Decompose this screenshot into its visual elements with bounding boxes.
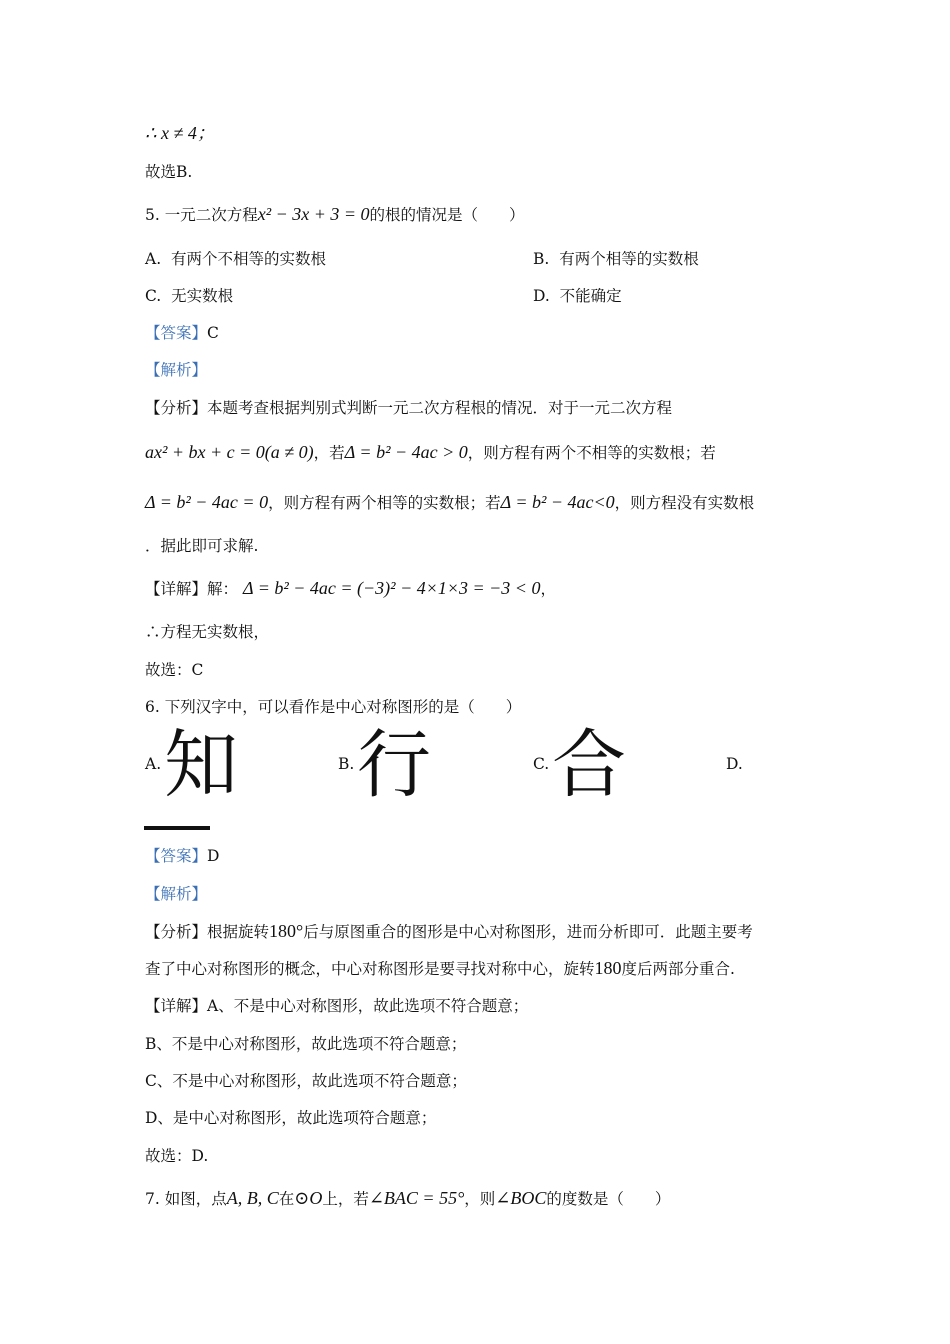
- q5-option-b: B. 有两个相等的实数根: [533, 250, 699, 268]
- q5-analysis-4: ．据此即可求解.: [145, 537, 259, 555]
- q5-option-c: C. 无实数根: [145, 287, 234, 305]
- q5-analysis-tag: 【解析】: [145, 361, 208, 379]
- q6-char-yi: [144, 826, 210, 830]
- q6-detail-c: C、不是中心对称图形，故此选项不符合题意；: [145, 1072, 467, 1090]
- q6-detail-d: D、是中心对称图形，故此选项符合题意；: [145, 1109, 437, 1127]
- q6-detail-b: B、不是中心对称图形，故此选项不符合题意；: [145, 1035, 467, 1053]
- q6-option-a-label: A.: [145, 755, 162, 773]
- q6-option-c-label: C.: [533, 755, 550, 773]
- therefore-math: ∴ x ≠ 4；: [145, 123, 215, 143]
- q5-equation: x² − 3x + 3 = 0: [257, 204, 370, 224]
- q6-detail-a: 【详解】A、不是中心对称图形，故此选项不符合题意；: [145, 997, 529, 1015]
- q6-analysis-2: 查了中心对称图形的概念，中心对称图形是要寻找对称中心，旋转180度后两部分重合.: [145, 958, 735, 978]
- choose-b-line: 故选B.: [145, 163, 193, 181]
- q5-option-a: A. 有两个不相等的实数根: [145, 250, 326, 268]
- q6-analysis-tag: 【解析】: [145, 885, 208, 903]
- q6-option-d-label: D.: [726, 755, 743, 773]
- q6-answer: 【答案】D: [145, 847, 220, 865]
- q6-choose: 故选：D.: [145, 1147, 209, 1165]
- q6-char-he: 合: [552, 722, 626, 808]
- q5-choose: 故选：C: [145, 661, 204, 679]
- q7-stem: 7. 如图，点A, B, C在⊙O上，若∠BAC = 55°，则∠BOC的度数是（ ）: [145, 1188, 671, 1208]
- q5-analysis-3: Δ = b² − 4ac = 0，则方程有两个相等的实数根；若Δ = b² − 4ac<0，则方程没有实数根: [145, 492, 755, 512]
- q5-analysis-2: ax² + bx + c = 0(a ≠ 0)，若Δ = b² − 4ac > 0，则方程有两个不相等的实数根；若: [145, 442, 716, 462]
- therefore-line: [145, 122, 215, 145]
- q6-option-b-label: B.: [338, 755, 355, 773]
- q5-conclusion: ∴方程无实数根，: [145, 623, 270, 641]
- q6-char-xing: 行: [357, 722, 431, 808]
- q6-stem: 6. 下列汉字中，可以看作是中心对称图形的是（ ）: [145, 698, 522, 716]
- q5-stem: 5. 一元二次方程x² − 3x + 3 = 0的根的情况是（ ）: [145, 204, 525, 224]
- q6-char-zhi: 知: [164, 722, 238, 808]
- q5-answer: 【答案】C: [145, 324, 219, 342]
- q5-analysis-1: 【分析】本题考查根据判别式判断一元二次方程根的情况．对于一元二次方程: [145, 399, 673, 417]
- q6-analysis-1: 【分析】根据旋转180°后与原图重合的图形是中心对称图形，进而分析即可．此题主要考: [145, 921, 753, 941]
- q5-option-d: D. 不能确定: [533, 287, 622, 305]
- q5-detail: 【详解】解： Δ = b² − 4ac = (−3)² − 4×1×3 = −3 < 0，: [145, 578, 556, 598]
